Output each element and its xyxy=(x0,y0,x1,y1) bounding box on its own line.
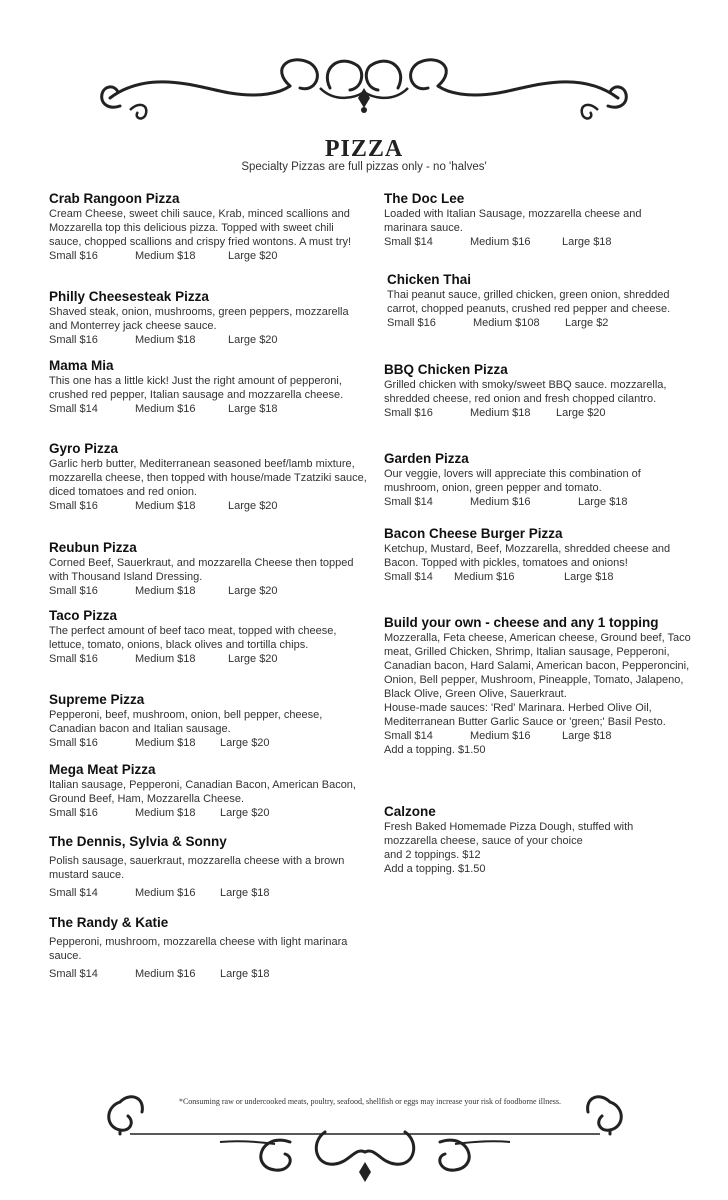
price-large: Large $2 xyxy=(565,317,609,329)
item-name: Reubun Pizza xyxy=(49,540,137,555)
price-small: Small $16 xyxy=(49,653,98,665)
item-name: Garden Pizza xyxy=(384,451,469,466)
menu-item xyxy=(49,691,369,750)
price-medium: Medium $18 xyxy=(135,334,196,346)
price-small: Small $16 xyxy=(49,585,98,597)
price-small: Small $16 xyxy=(49,334,98,346)
item-name: The Randy & Katie xyxy=(49,915,169,930)
item-prices xyxy=(49,584,369,598)
item-prices xyxy=(49,402,369,416)
price-medium: Medium $18 xyxy=(135,585,196,597)
menu-item xyxy=(384,614,694,757)
item-name: Mega Meat Pizza xyxy=(49,762,156,777)
price-small: Small $16 xyxy=(387,317,436,329)
top-scroll-ornament-icon xyxy=(90,48,638,138)
menu-item xyxy=(49,761,369,820)
item-prices xyxy=(384,729,694,743)
item-prices xyxy=(49,806,369,820)
price-large: Large $20 xyxy=(228,653,278,665)
item-prices xyxy=(384,235,684,249)
item-name: Calzone xyxy=(384,804,436,819)
price-small: Small $14 xyxy=(384,236,433,248)
price-large: Large $18 xyxy=(220,968,270,980)
menu-item xyxy=(384,450,684,509)
menu-item xyxy=(384,525,684,584)
item-name: The Dennis, Sylvia & Sonny xyxy=(49,834,227,849)
item-description: Pepperoni, beef, mushroom, onion, bell pepper, cheese, Canadian bacon and Italian sausage. xyxy=(49,709,323,735)
item-description: Fresh Baked Homemade Pizza Dough, stuffed with mozzarella cheese, sauce of your choice xyxy=(384,821,634,847)
price-small: Small $16 xyxy=(49,500,98,512)
price-large: Large $18 xyxy=(562,236,612,248)
item-name: BBQ Chicken Pizza xyxy=(384,362,508,377)
price-large: Large $20 xyxy=(228,500,278,512)
item-prices xyxy=(387,316,687,330)
foodborne-illness-notice: *Consuming raw or undercooked meats, poultry, seafood, shellfish or eggs may increase your risk of foodborne illness. xyxy=(178,1097,562,1106)
price-small: Small $14 xyxy=(384,730,433,742)
item-name: Philly Cheesesteak Pizza xyxy=(49,289,209,304)
item-prices xyxy=(49,249,369,263)
calzone-price: and 2 toppings. $12 xyxy=(384,849,481,861)
item-name: Build your own - cheese and any 1 topping xyxy=(384,615,659,630)
item-prices xyxy=(49,652,369,666)
item-name: The Doc Lee xyxy=(384,191,465,206)
item-name: Gyro Pizza xyxy=(49,441,119,456)
item-prices xyxy=(49,967,369,981)
price-small: Small $14 xyxy=(384,571,433,583)
item-description: Ketchup, Mustard, Beef, Mozzarella, shredded cheese and Bacon. Topped with pickles, tomatoes and onions! xyxy=(384,543,671,569)
price-large: Large $20 xyxy=(228,250,278,262)
price-small: Small $16 xyxy=(49,250,98,262)
sauce-options: House-made sauces: 'Red' Marinara. Herbed Olive Oil, Mediterranean Butter Garlic Sauce or 'green;' Basil Pesto. xyxy=(384,702,666,728)
price-small: Small $16 xyxy=(49,807,98,819)
price-large: Large $20 xyxy=(228,585,278,597)
price-medium: Medium $16 xyxy=(470,496,531,508)
price-medium: Medium $18 xyxy=(135,500,196,512)
menu-item xyxy=(49,607,369,666)
item-description: This one has a little kick! Just the right amount of pepperoni, crushed red pepper, Italian sausage and mozzarella cheese. xyxy=(49,375,344,401)
menu-item xyxy=(49,539,369,598)
price-large: Large $18 xyxy=(562,730,612,742)
price-medium: Medium $18 xyxy=(135,807,196,819)
price-large: Large $20 xyxy=(220,737,270,749)
item-description: The perfect amount of beef taco meat, topped with cheese, lettuce, tomato, onions, black olives and tortilla chips. xyxy=(49,625,337,651)
menu-item xyxy=(384,190,684,249)
item-name: Bacon Cheese Burger Pizza xyxy=(384,526,563,541)
menu-item xyxy=(49,288,369,347)
item-name: Chicken Thai xyxy=(387,272,472,287)
menu-item xyxy=(384,803,674,876)
price-medium: Medium $16 xyxy=(470,730,531,742)
price-medium: Medium $18 xyxy=(135,250,196,262)
item-name: Supreme Pizza xyxy=(49,692,145,707)
menu-item xyxy=(49,833,369,900)
item-description: Our veggie, lovers will appreciate this combination of mushroom, onion, green pepper and tomato. xyxy=(384,468,641,494)
item-name: Crab Rangoon Pizza xyxy=(49,191,180,206)
price-large: Large $18 xyxy=(220,887,270,899)
price-medium: Medium $18 xyxy=(135,653,196,665)
item-description: Thai peanut sauce, grilled chicken, green onion, shredded carrot, chopped peanuts, crushed red pepper and cheese. xyxy=(387,289,671,315)
menu-item xyxy=(49,357,369,416)
menu-item xyxy=(49,440,369,513)
price-large: Large $18 xyxy=(564,571,614,583)
item-prices xyxy=(384,406,684,420)
price-large: Large $20 xyxy=(220,807,270,819)
item-name: Mama Mia xyxy=(49,358,114,373)
add-topping-price: Add a topping. $1.50 xyxy=(384,744,486,756)
item-description: Polish sausage, sauerkraut, mozzarella cheese with a brown mustard sauce. xyxy=(49,855,345,881)
item-name: Taco Pizza xyxy=(49,608,118,623)
price-large: Large $18 xyxy=(578,496,628,508)
price-medium: Medium $16 xyxy=(470,236,531,248)
price-large: Large $20 xyxy=(556,407,606,419)
price-medium: Medium $18 xyxy=(135,737,196,749)
price-medium: Medium $16 xyxy=(135,403,196,415)
item-description: Cream Cheese, sweet chili sauce, Krab, minced scallions and Mozzarella top this delicious pizza. Topped with sweet chili sauce, chopped scallions and crispy fried wontons. A must try! xyxy=(49,208,352,248)
price-large: Large $20 xyxy=(228,334,278,346)
item-description: Italian sausage, Pepperoni, Canadian Bacon, American Bacon, Ground Beef, Ham, Mozzarella Cheese. xyxy=(49,779,356,805)
item-prices xyxy=(49,499,369,513)
menu-item xyxy=(49,190,369,263)
item-prices xyxy=(49,333,369,347)
item-prices xyxy=(49,736,369,750)
price-medium: Medium $18 xyxy=(470,407,531,419)
item-prices xyxy=(384,495,684,509)
page-title: PIZZA xyxy=(324,136,404,162)
item-description: Corned Beef, Sauerkraut, and mozzarella Cheese then topped with Thousand Island Dressing. xyxy=(49,557,354,583)
item-description: Pepperoni, mushroom, mozzarella cheese with light marinara sauce. xyxy=(49,936,348,962)
item-description: Grilled chicken with smoky/sweet BBQ sauce. mozzarella, shredded cheese, red onion and fresh chopped cilantro. xyxy=(384,379,667,405)
item-description: Garlic herb butter, Mediterranean seasoned beef/lamb mixture, mozzarella cheese, then topped with house/made Tzatziki sauce, diced tomatoes and red onion. xyxy=(49,458,367,498)
price-medium: Medium $108 xyxy=(473,317,540,329)
item-description: Mozzeralla, Feta cheese, American cheese, Ground beef, Taco meat, Grilled Chicken, Shrimp, Italian sausage, Pepperoni, Canadian bacon, Hard Salami, American bacon, Pepperoncini, Onion, Bell pepper, Mushroom, Pineapple, Tomato, Jalapeno, Black Olive, Green Olive, Sauerkraut. xyxy=(384,632,691,700)
item-prices xyxy=(384,570,684,584)
item-prices xyxy=(49,886,369,900)
price-small: Small $14 xyxy=(49,403,98,415)
price-small: Small $14 xyxy=(49,887,98,899)
price-small: Small $16 xyxy=(49,737,98,749)
price-medium: Medium $16 xyxy=(135,968,196,980)
menu-item xyxy=(49,914,369,981)
price-large: Large $18 xyxy=(228,403,278,415)
item-description: Loaded with Italian Sausage, mozzarella cheese and marinara sauce. xyxy=(384,208,642,234)
price-medium: Medium $16 xyxy=(135,887,196,899)
page-subtitle: Specialty Pizzas are full pizzas only - no 'halves' xyxy=(241,161,487,173)
price-small: Small $16 xyxy=(384,407,433,419)
menu-item xyxy=(387,271,687,330)
price-small: Small $14 xyxy=(384,496,433,508)
add-topping-price: Add a topping. $1.50 xyxy=(384,863,486,875)
price-small: Small $14 xyxy=(49,968,98,980)
price-medium: Medium $16 xyxy=(454,571,515,583)
item-description: Shaved steak, onion, mushrooms, green peppers, mozzarella and Monterrey jack cheese sauce. xyxy=(49,306,349,332)
menu-item xyxy=(384,361,684,420)
